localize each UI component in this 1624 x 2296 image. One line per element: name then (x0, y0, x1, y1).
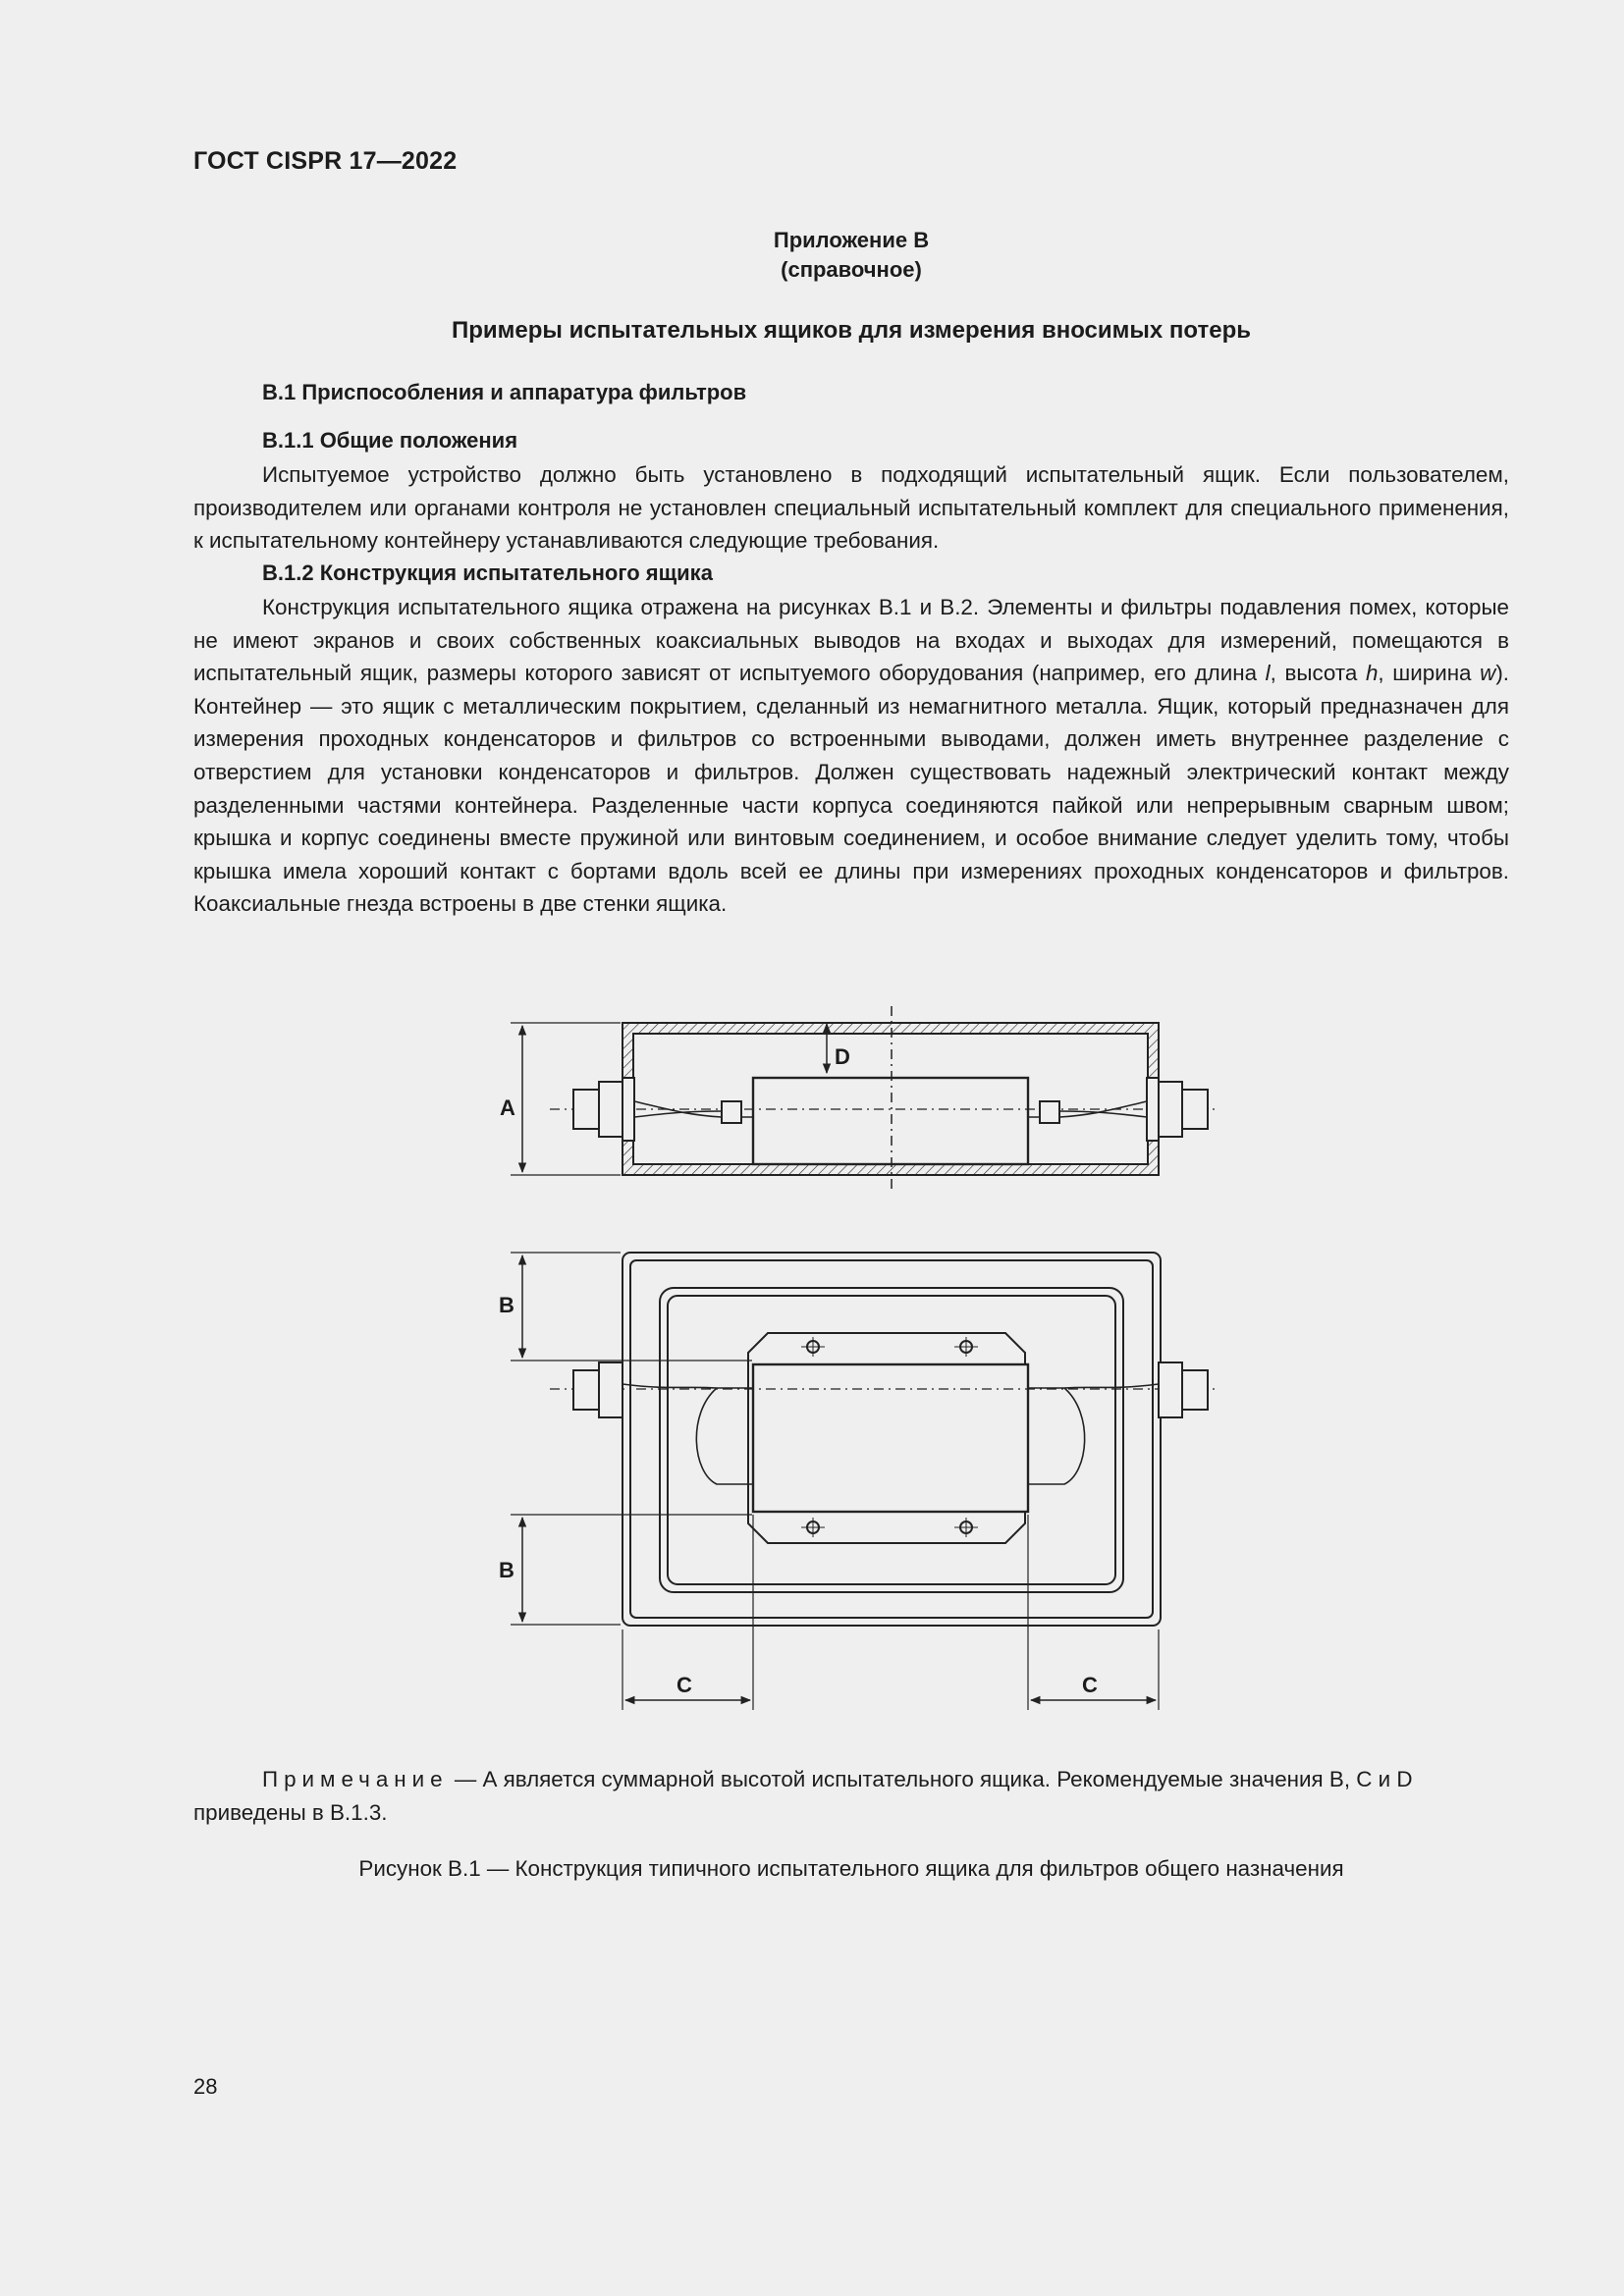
side-view (511, 1006, 1218, 1193)
section-b12-title: В.1.2 Конструкция испытательного ящика (262, 561, 713, 585)
section-b12-body (193, 591, 1509, 921)
top-view (511, 1253, 1218, 1710)
b12-text-part: , высота (1270, 661, 1366, 686)
dim-label-b-top: B (499, 1293, 514, 1317)
var-h: h (1365, 661, 1379, 686)
dim-label-b-bottom: B (499, 1558, 514, 1582)
paragraph-b12 (193, 591, 1509, 921)
section-b1-title: В.1 Приспособления и аппаратура фильтров (262, 380, 747, 404)
var-w: w (1480, 661, 1496, 686)
dim-label-c-left: C (677, 1673, 692, 1697)
var-l: l (1265, 661, 1271, 686)
figure-caption: Рисунок В.1 — Конструкция типичного испытательного ящика для фильтров общего назначения (358, 1856, 1344, 1881)
test-box-drawing (491, 1001, 1218, 1718)
dim-label-c-right: C (1082, 1673, 1098, 1697)
dim-label-a: A (500, 1095, 515, 1120)
note-label: Примечание (262, 1767, 449, 1791)
b12-text-part: Конструкция испытательного ящика отражена на рисунках В.1 и В.2. Элементы и фильтры подавления помех, которые не имеют экранов и своих собственных коаксиальных выводов на входах и выходах для измерений, помещаются в испытательный ящик, размеры которого зависят от испытуемого оборудования (например, его длина (193, 595, 1509, 686)
section-b11-title: В.1.1 Общие положения (262, 428, 518, 453)
note-text: — А является суммарной высотой испытательного ящика. Рекомендуемые значения В, С и D приведены в В.1.3. (193, 1767, 1413, 1825)
paragraph-b11: Испытуемое устройство должно быть установлено в подходящий испытательный ящик. Если пользователем, производителем или органами контроля не установлен специальный испытательный комплект для специального применения, к испытательному контейнеру устанавливаются следующие требования. (193, 462, 1509, 554)
section-b11-body (193, 458, 1509, 558)
b12-text-part: , ширина (1378, 661, 1481, 686)
appendix-title: Приложение В (773, 228, 930, 252)
standard-header: ГОСТ CISPR 17—2022 (193, 147, 458, 175)
figure-note (193, 1763, 1509, 1830)
page-number: 28 (193, 2074, 218, 2099)
dim-label-d: D (835, 1044, 850, 1069)
b12-text-part: ). Контейнер — это ящик с металлическим покрытием, сделанный из немагнитного металла. Ящик, который предназначен для измерения проходных конденсаторов и фильтров со встроенными выводами, должен иметь внутреннее разделение с отверстием для установки конденсаторов и фильтров. Должен существовать надежный электрический контакт между разделенными частями контейнера. Разделенные части корпуса соединяются пайкой или непрерывным сварным швом; крышка и корпус соединены вместе пружиной или винтовым соединением, и особое внимание следует уделить тому, чтобы крышка имела хороший контакт с бортами вдоль всей ее длины при измерениях проходных конденсаторов и фильтров. Коаксиальные гнезда встроены в две стенки ящика. (193, 661, 1509, 917)
appendix-main-title: Примеры испытательных ящиков для измерения вносимых потерь (452, 317, 1251, 344)
appendix-heading-block (193, 226, 1509, 285)
appendix-status: (справочное) (781, 257, 922, 282)
